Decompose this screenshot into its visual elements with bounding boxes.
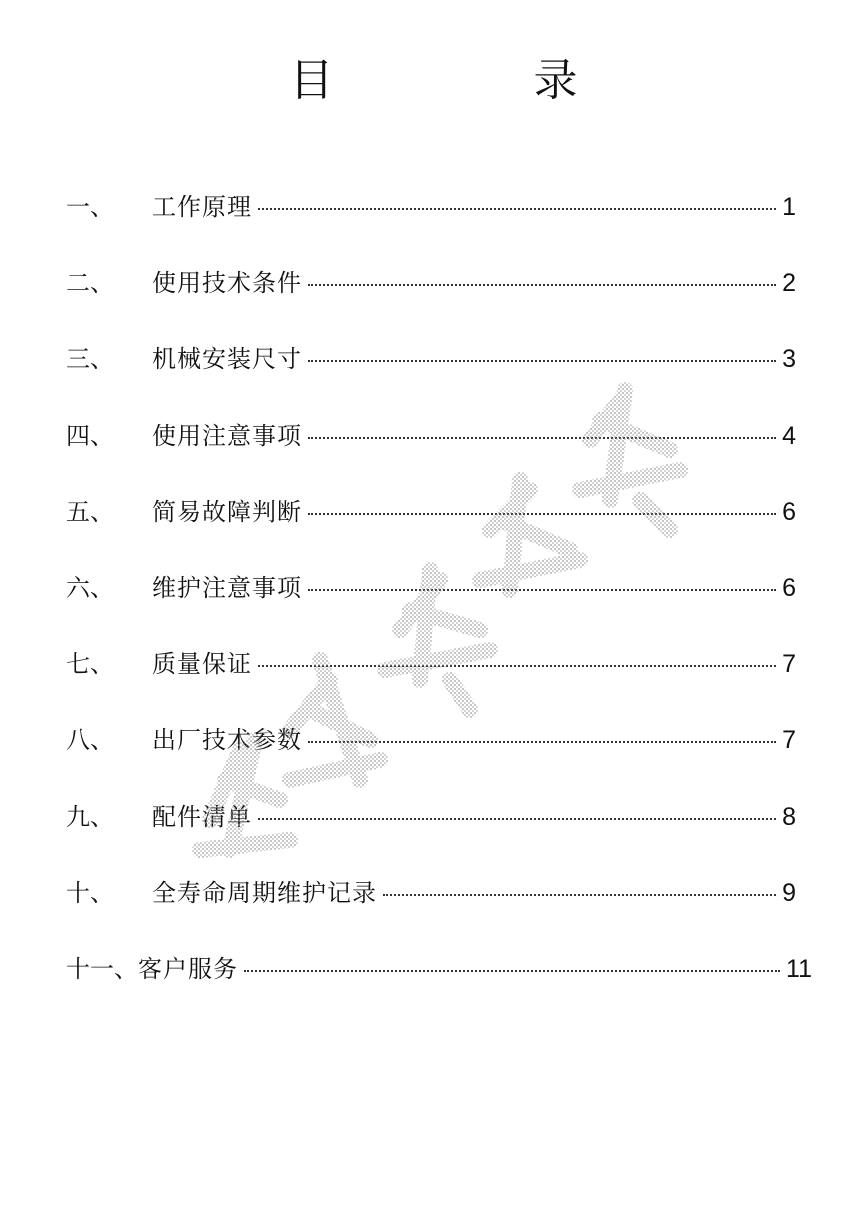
toc-entry-title: 工作原理 — [152, 193, 252, 221]
toc-entry-page: 1 — [782, 193, 796, 221]
toc-entry-title: 质量保证 — [152, 650, 252, 679]
toc-entry-page: 6 — [782, 497, 796, 526]
toc-entry-page: 6 — [782, 573, 796, 602]
toc-entry-title: 简易故障判断 — [152, 497, 302, 526]
toc-entry[interactable] — [66, 188, 796, 264]
toc-entry-page: 11 — [786, 954, 812, 983]
toc-dot-leader — [308, 493, 776, 531]
toc-entry-number: 八、 — [66, 726, 114, 755]
toc-entry[interactable] — [66, 264, 796, 340]
toc-entry-number: 一、 — [66, 193, 114, 221]
toc-entry-title: 维护注意事项 — [152, 573, 302, 602]
toc-entry-number: 二、 — [66, 269, 114, 298]
toc-dot-leader — [308, 721, 776, 759]
toc-dot-leader — [308, 417, 776, 455]
toc-entry-title: 全寿命周期维护记录 — [152, 878, 377, 907]
toc-entry-number: 十、 — [66, 878, 114, 907]
page-title: 目 录 — [289, 55, 656, 107]
toc-entry-page: 3 — [782, 345, 796, 374]
toc-entry-page: 2 — [782, 269, 796, 298]
toc-entry-title: 出厂技术参数 — [152, 726, 302, 755]
table-of-contents — [66, 188, 812, 1026]
toc-dot-leader — [308, 340, 776, 378]
toc-dot-leader — [244, 950, 780, 988]
toc-entry[interactable] — [66, 645, 796, 721]
toc-entry-number: 九、 — [66, 802, 114, 831]
toc-entry-number: 四、 — [66, 421, 114, 450]
toc-entry[interactable] — [66, 950, 812, 1026]
toc-entry-page: 7 — [782, 650, 796, 679]
toc-dot-leader — [308, 264, 776, 302]
toc-entry-page: 7 — [782, 726, 796, 755]
toc-entry[interactable] — [66, 874, 796, 950]
toc-entry-title: 配件清单 — [152, 802, 252, 831]
toc-entry-number: 三、 — [66, 345, 114, 374]
toc-dot-leader — [383, 874, 776, 912]
toc-entry-title: 客户服务 — [138, 954, 238, 983]
toc-entry-number: 十一、 — [66, 954, 138, 983]
toc-entry-title: 机械安装尺寸 — [152, 345, 302, 374]
toc-entry-title: 使用技术条件 — [152, 269, 302, 298]
toc-dot-leader — [258, 188, 776, 226]
toc-entry[interactable] — [66, 569, 796, 645]
toc-entry-page: 9 — [782, 878, 796, 907]
toc-entry-number: 五、 — [66, 497, 114, 526]
toc-entry-page: 8 — [782, 802, 796, 831]
toc-entry[interactable] — [66, 340, 796, 416]
toc-dot-leader — [258, 798, 776, 836]
toc-dot-leader — [308, 569, 776, 607]
toc-entry[interactable] — [66, 493, 796, 569]
toc-entry-page: 4 — [782, 421, 796, 450]
toc-entry[interactable] — [66, 798, 796, 874]
toc-dot-leader — [258, 645, 776, 683]
toc-entry-number: 七、 — [66, 650, 114, 679]
toc-entry-number: 六、 — [66, 573, 114, 602]
toc-entry-title: 使用注意事项 — [152, 421, 302, 450]
toc-entry[interactable] — [66, 721, 796, 797]
toc-entry[interactable] — [66, 417, 796, 493]
